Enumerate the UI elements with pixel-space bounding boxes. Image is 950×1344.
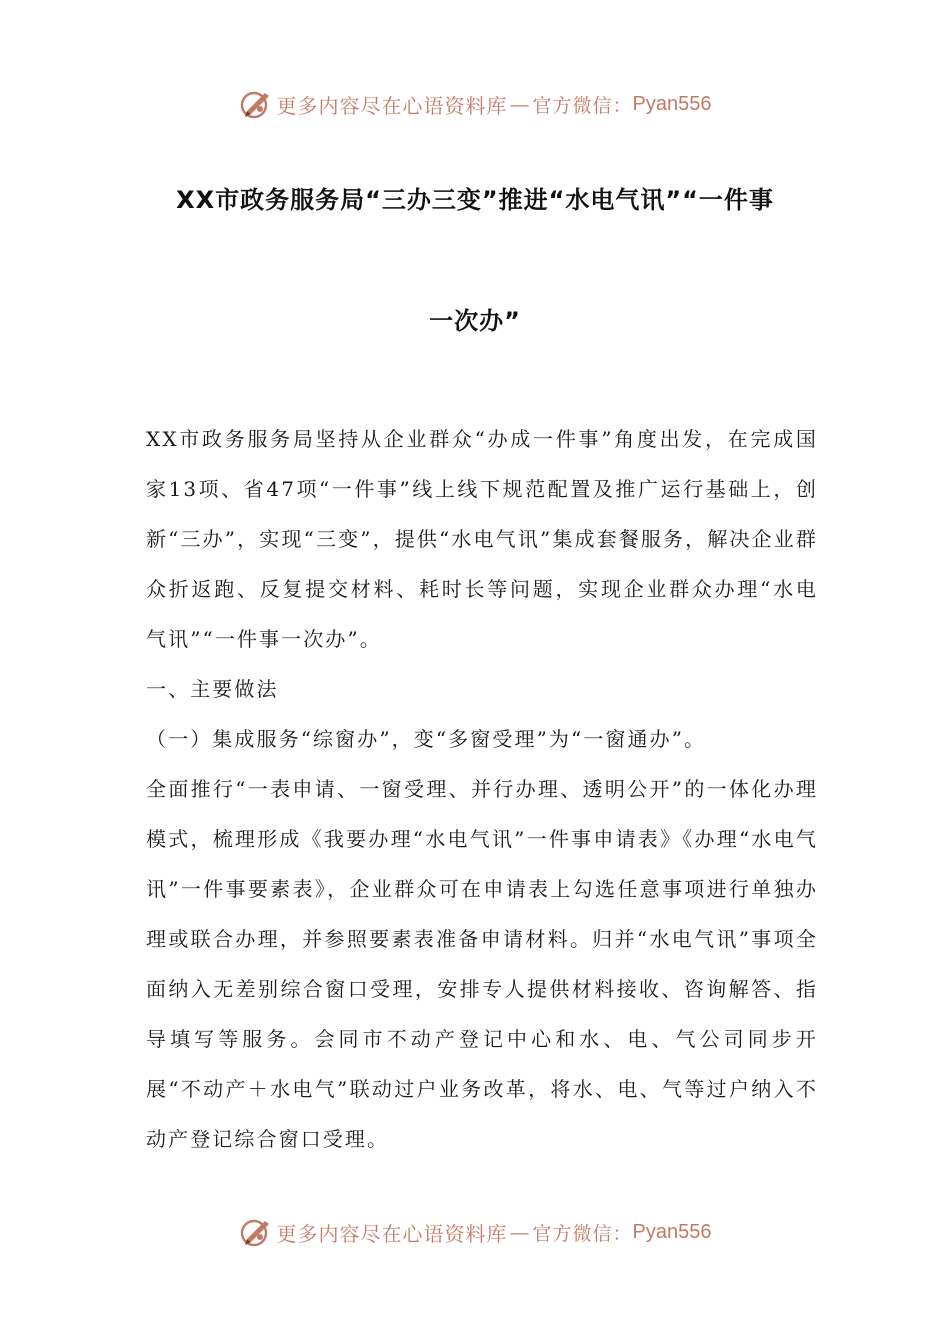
body-paragraph: 全面推行“一表申请、一窗受理、并行办理、透明公开”的一体化办理模式，梳理形成《我要办理“水电气讯”一件事申请表》《办理“水电气讯”一件事要素表》，企业群众可在申请表上勾选任意事项进行单独办理或联合办理，并参照要素表准备申请材料。归并“水电气讯”事项全面纳入无差别综合窗口受理，安排专人提供材料接收、咨询解答、指导填写等服务。会同市不动产登记中心和水、电、气公司同步开展“不动产＋水电气”联动过户业务改革，将水、电、气等过户纳入不动产登记综合窗口受理。: [146, 777, 818, 1151]
document-title-line-2: 一次办”: [429, 307, 521, 335]
intro-paragraph: XX市政务服务局坚持从企业群众“办成一件事”角度出发，在完成国家13项、省47项“一件事”线上线下规范配置及推广运行基础上，创新“三办”，实现“三变”，提供“水电气讯”集成套餐服务，解决企业群众折返跑、反复提交材料、耗时长等问题，实现企业群众办理“水电气讯”“一件事一次办”。: [146, 427, 818, 651]
subsection-heading: （一）集成服务“综窗办”，变“多窗受理”为“一窗通办”。: [146, 727, 707, 751]
watermark-id: Pyan556: [632, 92, 712, 115]
watermark-banner-bottom: [0, 1210, 950, 1254]
watermark-dash: —: [509, 1220, 531, 1244]
watermark-label: 官方微信：: [532, 1222, 633, 1245]
watermark-label: 官方微信：: [532, 94, 633, 117]
watermark-text: 更多内容尽在心语资料库: [276, 1221, 508, 1246]
section-heading: 一、主要做法: [146, 677, 279, 701]
watermark-text: 更多内容尽在心语资料库: [276, 93, 508, 118]
pen-logo-icon: [239, 1215, 273, 1249]
document-body: [146, 414, 818, 1164]
watermark-banner-top: [0, 82, 950, 126]
watermark-dash: —: [509, 92, 531, 116]
document-title-line-1: XX市政务服务局“三办三变”推进“水电气讯”“一件事: [176, 186, 774, 214]
pen-logo-icon: [239, 87, 273, 121]
watermark-id: Pyan556: [632, 1220, 712, 1243]
